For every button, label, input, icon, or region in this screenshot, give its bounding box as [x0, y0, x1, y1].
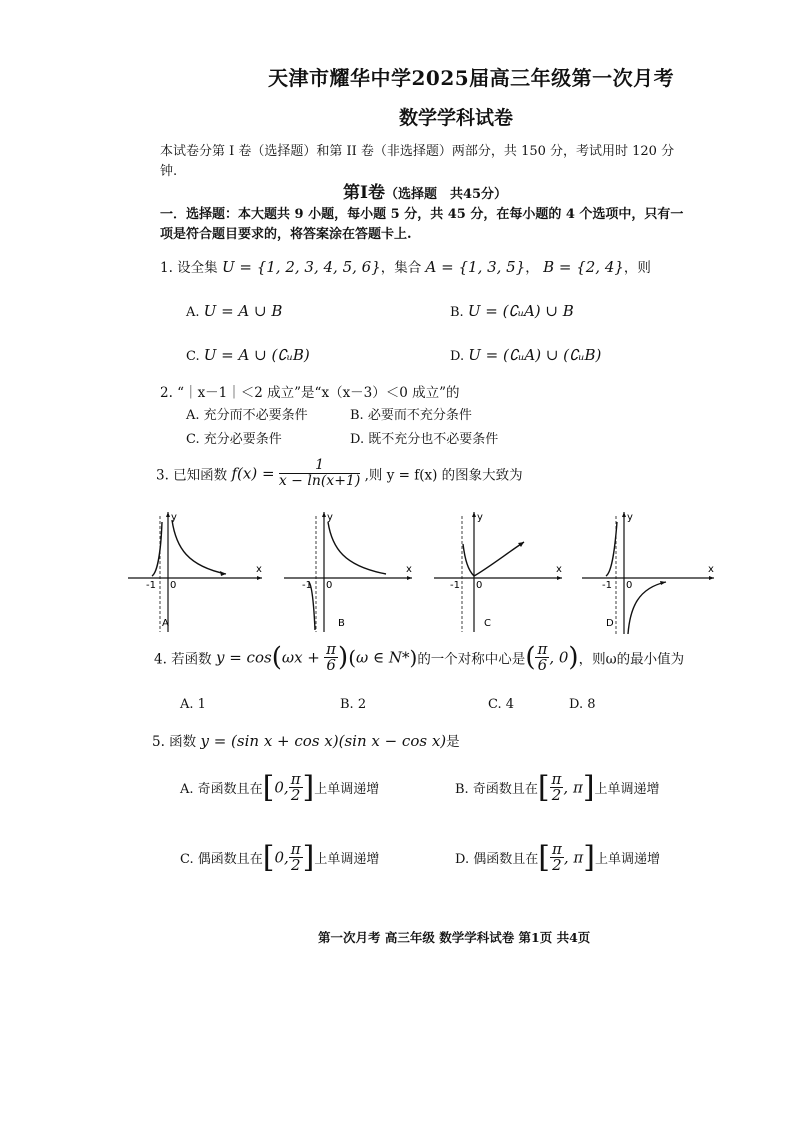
q3-graph-b[interactable] [282, 508, 416, 636]
q3-stem-prefix: 3. 已知函数 [156, 467, 228, 484]
q1-set-U: U = {1, 2, 3, 4, 5, 6} [221, 258, 381, 276]
section1-instructions-line1: 一．选择题：本大题共 9 小题，每小题 5 分，共 45 分，在每小题的 4 个选项中，只有一 [160, 207, 684, 222]
q5-option-d-prefix: D. 偶函数且在 [455, 852, 539, 867]
q3-denominator: x − ln(x+1) [278, 473, 361, 489]
q1-option-d[interactable] [450, 346, 601, 364]
q3-graph-a-y-label: y [171, 512, 177, 523]
q5-option-c-suffix: 上单调递增 [314, 852, 380, 867]
q2-stem: 2. “｜x－1｜＜2 成立”是“x（x－3）＜0 成立”的 [160, 385, 460, 401]
q3-graph-c-origin: 0 [476, 580, 483, 591]
q5-option-c-prefix: C. 偶函数且在 [180, 852, 263, 867]
q3-graph-a-origin: 0 [170, 580, 177, 591]
q3-graph-d-y-label: y [627, 512, 633, 523]
q1-option-c-label: C. [186, 349, 200, 364]
q3-graph-d[interactable] [580, 508, 720, 638]
exam-intro-line2: 钟. [160, 164, 178, 179]
q5-option-d-suffix: 上单调递增 [594, 852, 660, 867]
q2-option-c[interactable]: C. 充分必要条件 [186, 432, 282, 447]
q5-option-b-prefix: B. 奇函数且在 [455, 782, 538, 797]
q5-option-d-fraction [550, 842, 564, 873]
section1-heading [343, 178, 507, 203]
q4-condition: ω ∈ N* [356, 648, 410, 667]
q5-expression: y = (sin x + cos x)(sin x − cos x) [200, 732, 447, 750]
q3-stem [156, 458, 523, 489]
page-footer: 第一次月考 高三年级 数学学科试卷 第1页 共4页 [318, 930, 591, 945]
q4-center-fraction [535, 642, 549, 673]
q5-option-a-pi: π [290, 770, 301, 788]
q3-graph-d-label: D [606, 618, 614, 629]
q1-option-c[interactable] [186, 346, 310, 364]
q1-stem-mid: ，集合 [380, 260, 422, 276]
q4-center-six: 6 [537, 656, 548, 674]
q3-graph-a[interactable] [126, 508, 266, 636]
q1-option-a-label: A. [186, 305, 200, 320]
q4-option-d[interactable]: D. 8 [569, 697, 596, 712]
q1-set-A: A = {1, 3, 5} [425, 258, 526, 276]
q1-option-a-text: U = A ∪ B [203, 302, 283, 320]
q3-fraction [279, 458, 360, 489]
q5-stem [152, 730, 460, 750]
q1-option-b-label: B. [450, 305, 464, 320]
q4-option-c[interactable]: C. 4 [488, 697, 515, 712]
q3-stem-suffix: ,则 y = f(x) 的图象大致为 [364, 467, 523, 484]
q5-option-b-right: , π [563, 778, 583, 797]
q3-graph-b-tick: -1 [302, 580, 312, 591]
q3-graph-c-tick: -1 [450, 580, 460, 591]
q5-option-a-suffix: 上单调递增 [314, 782, 380, 797]
q5-option-b-fraction [550, 772, 564, 803]
q5-option-b-two: 2 [551, 786, 562, 804]
q3-fx: f(x) = [231, 464, 275, 483]
q4-option-b[interactable]: B. 2 [340, 697, 367, 712]
q5-option-b[interactable]: B. 奇函数且在[ $\frac{\pi}{2}$ , π]上单调递增 [455, 770, 660, 805]
q5-option-a-prefix: A. 奇函数且在 [180, 782, 263, 797]
q3-graph-c[interactable] [432, 508, 566, 636]
q5-option-c-two: 2 [290, 856, 301, 874]
q2-option-a[interactable]: A. 充分而不必要条件 [186, 408, 308, 423]
section1-instructions-line2: 项是符合题目要求的，将答案涂在答题卡上. [160, 227, 412, 242]
q3-graph-d-tick: -1 [602, 580, 612, 591]
q4-stem-mid: 的一个对称中心是 [417, 651, 526, 668]
q5-option-a[interactable]: A. 奇函数且在[0, $\frac{\pi}{2}$ ]上单调递增 [180, 770, 380, 805]
q3-graph-a-x-label: x [256, 564, 262, 575]
q1-set-B: B = {2, 4} [543, 258, 624, 276]
q4-center-zero: , 0 [549, 648, 569, 667]
q5-option-a-fraction [289, 772, 303, 803]
q4-center-pi: π [537, 640, 548, 658]
q4-stem: 4. 若函数 y = cos(ωx + $\frac{\pi}{6}$ )(ω ∈ N*)的一个对称中心是( $\frac{\pi}{6}$ , 0)，则ω的最小值为 [154, 640, 685, 674]
exam-intro-line1: 本试卷分第 I 卷（选择题）和第 II 卷（非选择题）两部分，共 150 分，考试用时 120 分 [160, 144, 675, 159]
q1-stem-prefix: 1. 设全集 [160, 260, 218, 276]
q1-option-d-text: U = (∁ᵤA) ∪ (∁ᵤB) [468, 346, 602, 364]
q1-option-b-text: U = (∁ᵤA) ∪ B [467, 302, 574, 320]
q3-graph-d-origin: 0 [626, 580, 633, 591]
exam-subtitle: 数学学科试卷 [399, 107, 514, 129]
q5-option-c-left: 0, [274, 848, 289, 867]
q5-option-a-two: 2 [290, 786, 301, 804]
q4-stem-prefix: 4. 若函数 [154, 651, 212, 668]
q5-option-d-two: 2 [552, 856, 562, 874]
q5-option-d-pi: π [551, 840, 562, 858]
q2-option-b[interactable]: B. 必要而不充分条件 [350, 408, 472, 423]
q3-graph-b-y-label: y [327, 512, 333, 523]
q5-option-b-pi: π [551, 770, 562, 788]
q3-graph-c-x-label: x [556, 564, 562, 575]
q1-option-d-label: D. [450, 349, 465, 364]
q4-fraction-pi-6 [324, 642, 338, 673]
q1-option-b[interactable] [450, 302, 574, 320]
q4-y-cos: y = cos [215, 648, 272, 667]
q3-graph-b-label: B [338, 618, 345, 629]
q3-graph-a-label: A [162, 618, 169, 629]
q4-pi: π [326, 640, 337, 658]
q1-option-a[interactable] [186, 302, 282, 320]
q3-graph-b-origin: 0 [326, 580, 333, 591]
q3-graph-a-tick: -1 [146, 580, 156, 591]
q5-option-d[interactable]: D. 偶函数且在[ $\frac{\pi}{2}$ , π]上单调递增 [455, 840, 660, 875]
q5-option-c-pi: π [290, 840, 301, 858]
q5-option-d-right: , π [563, 848, 584, 867]
section1-heading-note: （选择题 共45分） [384, 187, 508, 202]
q1-stem-end: ，则 [623, 260, 651, 276]
q3-graph-c-label: C [484, 618, 491, 629]
q5-stem-prefix: 5. 函数 [152, 734, 197, 750]
q4-stem-end: ，则ω的最小值为 [578, 651, 685, 668]
exam-title: 天津市耀华中学2025届高三年级第一次月考 [268, 66, 675, 90]
q3-numerator: 1 [279, 458, 360, 474]
q5-option-c-fraction [289, 842, 303, 873]
q5-option-c[interactable]: C. 偶函数且在[0, $\frac{\pi}{2}$ ]上单调递增 [180, 840, 380, 875]
q1-stem [160, 256, 651, 276]
q3-graph-d-x-label: x [708, 564, 714, 575]
q1-option-c-text: U = A ∪ (∁ᵤB) [203, 346, 310, 364]
q3-graph-b-x-label: x [406, 564, 412, 575]
q3-graph-c-y-label: y [477, 512, 483, 523]
q5-stem-suffix: 是 [446, 734, 460, 750]
q5-option-b-suffix: 上单调递增 [594, 782, 660, 797]
q5-option-a-left: 0, [274, 778, 289, 797]
q4-six: 6 [326, 656, 336, 674]
q2-option-d[interactable]: D. 既不充分也不必要条件 [350, 432, 499, 447]
q1-stem-sep: ， [525, 260, 539, 276]
q4-arg-prefix: ωx + [281, 648, 320, 667]
q4-option-a[interactable]: A. 1 [180, 697, 206, 712]
section1-heading-main: 第I卷 [343, 183, 385, 203]
